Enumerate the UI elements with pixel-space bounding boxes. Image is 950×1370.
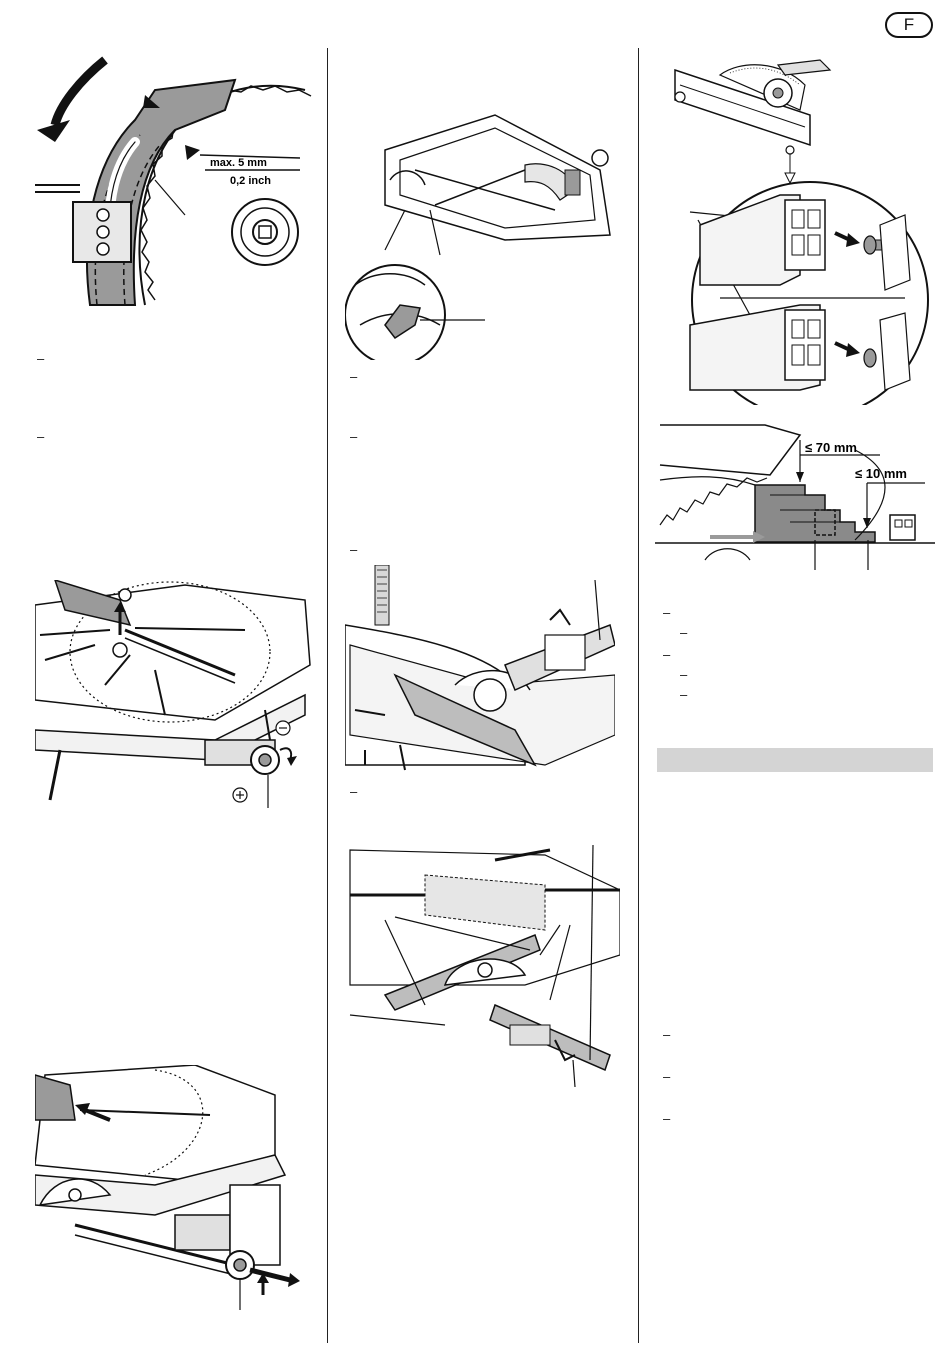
max-height-label: ≤ 70 mm <box>805 440 857 455</box>
list-dash: – <box>680 667 688 682</box>
list-dash: – <box>680 625 688 640</box>
saw-table-lever-illustration <box>35 580 320 810</box>
language-badge: F <box>885 12 933 38</box>
list-dash: – <box>350 429 358 444</box>
list-dash: – <box>350 784 358 799</box>
inch-gap-label: 0,2 inch <box>230 175 271 187</box>
table-extension-illustration <box>35 1065 320 1310</box>
column-divider-left <box>327 48 328 1343</box>
section-heading-bar <box>657 748 933 772</box>
max-gap-label: max. 5 mm <box>210 157 267 169</box>
cutting-height-diagram <box>655 420 935 580</box>
riving-knife-gap-illustration <box>35 50 320 310</box>
list-dash: – <box>663 605 671 620</box>
list-dash: – <box>350 369 358 384</box>
list-dash: – <box>663 1069 671 1084</box>
saw-underside-detail-illustration <box>345 110 615 360</box>
mitre-gauge-rails-illustration <box>345 845 620 1090</box>
column-divider-right <box>638 48 639 1343</box>
list-dash: – <box>663 1027 671 1042</box>
max-gap-label: ≤ 10 mm <box>855 466 907 481</box>
fence-profile-detail-illustration <box>660 55 935 405</box>
list-dash: – <box>37 429 45 444</box>
list-dash: – <box>663 647 671 662</box>
list-dash: – <box>680 687 688 702</box>
list-dash: – <box>663 1111 671 1126</box>
list-dash: – <box>37 351 45 366</box>
list-dash: – <box>350 542 358 557</box>
mitre-fence-illustration <box>345 565 615 780</box>
